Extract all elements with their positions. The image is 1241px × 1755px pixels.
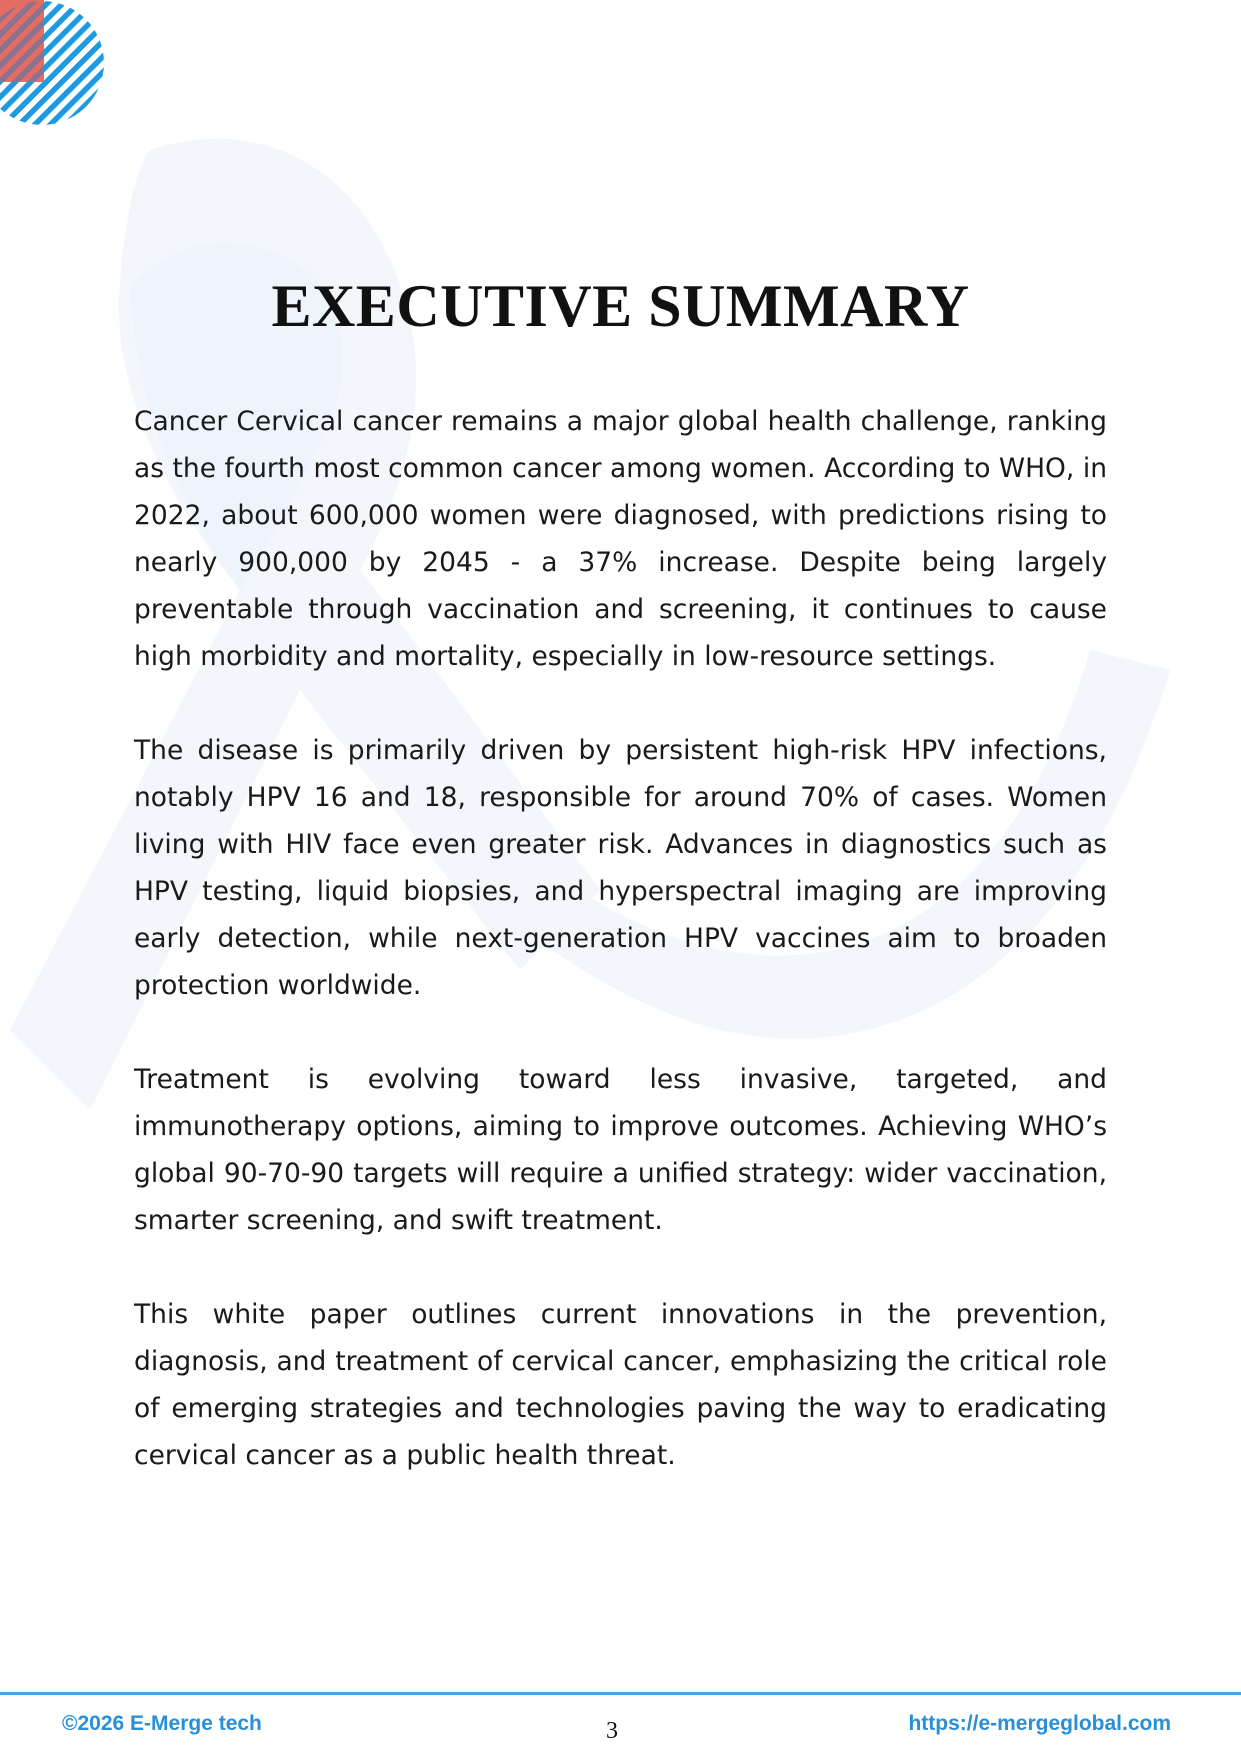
- paragraph: Treatment is evolving toward less invasive, targeted, and immunotherapy options, aiming to improve outcomes. Achieving WHO’s global 90-70-90 targets will require a unified strategy: wider vaccination, smarter screening, and swift treatment.: [134, 1064, 1107, 1236]
- paragraph: Cancer Cervical cancer remains a major global health challenge, ranking as the fourth most common cancer among women. According to WHO, in 2022, about 600,000 women were diagnosed, with predictions rising to nearly 900,000 by 2045 - a 37% increase. Despite being largely preventable through vaccination and screening, it continues to cause high morbidity and mortality, especially in low-resource settings.: [134, 406, 1107, 672]
- page-number: 3: [606, 1718, 618, 1744]
- document-body: [134, 398, 1107, 1526]
- footer-divider: [0, 1692, 1241, 1695]
- paragraph: The disease is primarily driven by persistent high-risk HPV infections, notably HPV 16 and 18, responsible for around 70% of cases. Women living with HIV face even greater risk. Advances in diagnostics such as HPV testing, liquid biopsies, and hyperspectral imaging are improving early detection, while next-generation HPV vaccines aim to broaden protection worldwide.: [134, 735, 1107, 1001]
- footer-website-link[interactable]: https://e-mergeglobal.com: [908, 1712, 1171, 1735]
- footer-copyright: ©2026 E-Merge tech: [62, 1712, 262, 1735]
- paragraph: This white paper outlines current innovations in the prevention, diagnosis, and treatment of cervical cancer, emphasizing the critical role of emerging strategies and technologies paving the way to eradicating cervical cancer as a public health threat.: [134, 1299, 1107, 1471]
- page-title: EXECUTIVE SUMMARY: [271, 273, 970, 339]
- striped-circle-decoration-icon: [0, 0, 110, 130]
